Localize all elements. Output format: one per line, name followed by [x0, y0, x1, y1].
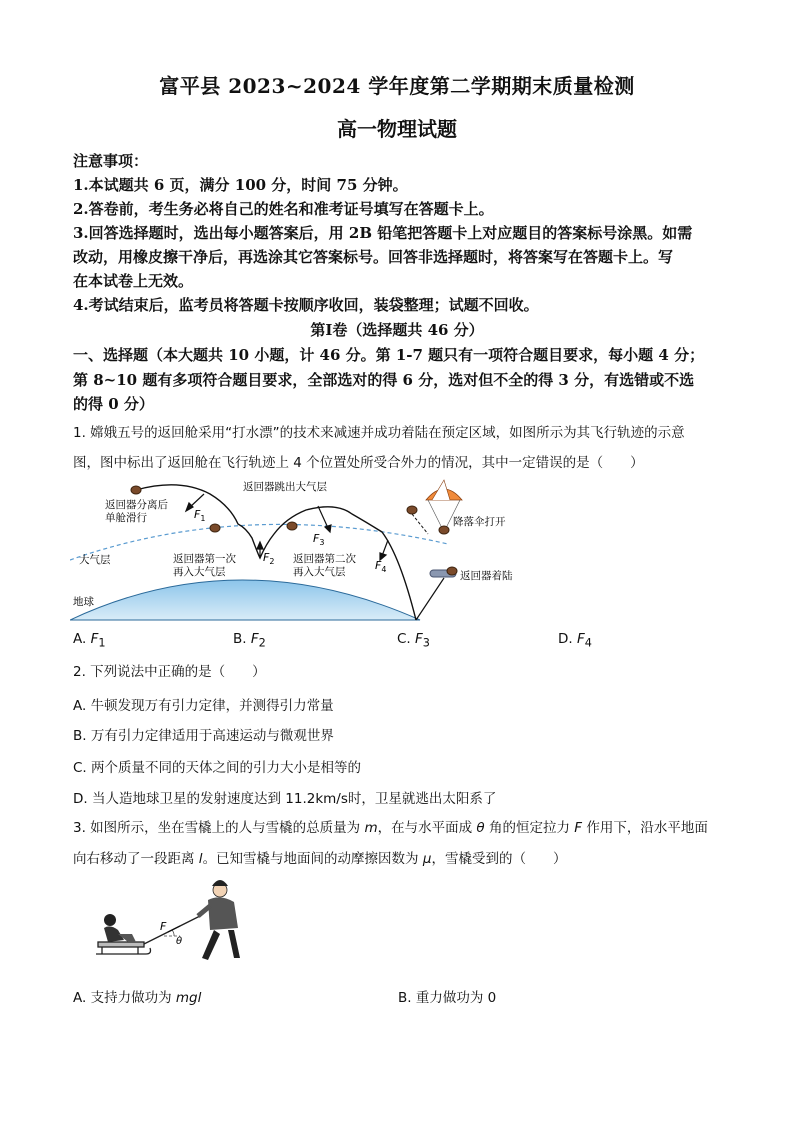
note-2: 2.答卷前，考生务必将自己的姓名和准考证号填写在答题卡上。	[73, 200, 494, 218]
pull-force-arrow	[168, 926, 180, 932]
landed-capsule-icon	[430, 567, 457, 577]
capsule-icon	[131, 486, 141, 494]
q3-stem-2: 向右移动了一段距离 l。已知雪橇与地面间的动摩擦因数为 μ，雪橇受到的（ ）	[73, 851, 567, 867]
capsule-icon	[287, 522, 297, 530]
note-4: 4.考试结束后，监考员将答题卡按顺序收回，装袋整理；试题不回收。	[73, 296, 539, 314]
q2-option-d[interactable]: D. 当人造地球卫星的发射速度达到 11.2km/s时，卫星就逃出太阳系了	[73, 791, 497, 807]
label-f2: $F_2$	[263, 551, 275, 566]
label-reentry-1b: 再入大气层	[173, 566, 226, 578]
standing-person-icon	[198, 880, 240, 960]
label-f3: $F_3$	[313, 532, 325, 547]
q1-option-d[interactable]: D. $F_4$	[558, 631, 592, 650]
notes-heading: 注意事项：	[73, 152, 149, 170]
q1-trajectory-figure	[70, 474, 550, 624]
note-1: 1.本试题共 6 页，满分 100 分，时间 75 分钟。	[73, 176, 408, 194]
label-reentry-2b: 再入大气层	[293, 566, 346, 578]
landing-line	[416, 578, 444, 620]
section-instructions-1: 一、选择题（本大题共 10 小题，计 46 分。第 1-7 题只有一项符合题目要求，每小题 4 分；	[73, 346, 705, 364]
q2-option-c[interactable]: C. 两个质量不同的天体之间的引力大小是相等的	[73, 760, 362, 776]
label-separate-1: 返回器分离后	[105, 499, 168, 511]
q3-sled-figure	[88, 868, 248, 964]
note-3-line-2: 改动，用橡皮擦干净后，再选涂其它答案标号。回答非选择题时，将答案写在答题卡上。写	[73, 248, 674, 266]
q3-option-b[interactable]: B. 重力做功为 0	[398, 990, 497, 1006]
label-f1: $F_1$	[194, 508, 206, 523]
seated-person-icon	[104, 914, 136, 942]
note-3-line-3: 在本试卷上无效。	[73, 272, 194, 290]
label-atmosphere: 大气层	[79, 554, 111, 566]
q1-stem-2: 图，图中标出了返回舱在飞行轨迹上 4 个位置处所受合外力的情况，其中一定错误的是（ ）	[73, 455, 644, 471]
sled-icon	[96, 942, 151, 954]
note-3-line-1: 3.回答选择题时，选出每小题答案后，用 2B 铅笔把答题卡上对应题目的答案标号涂黑。如需	[73, 224, 693, 242]
exam-title: 富平县 2023~2024 学年度第二学期期末质量检测	[159, 74, 635, 98]
label-exit-atmosphere: 返回器跳出大气层	[243, 481, 327, 493]
q1-option-b[interactable]: B. $F_2$	[233, 631, 266, 650]
label-f4: $F_4$	[375, 559, 387, 574]
force-arrow-f4	[380, 540, 388, 560]
capsule-icon	[210, 524, 220, 532]
exam-subtitle: 高一物理试题	[337, 117, 457, 141]
q1-stem-1: 1. 嫦娥五号的返回舱采用“打水漂”的技术来减速并成功着陆在预定区域，如图所示为其飞行轨迹的示意	[73, 425, 685, 441]
q1-option-a[interactable]: A. $F_1$	[73, 631, 106, 650]
capsule-icon	[407, 506, 417, 514]
label-reentry-2a: 返回器第二次	[293, 553, 356, 565]
label-F: F	[160, 920, 167, 933]
label-parachute: 降落伞打开	[453, 516, 506, 528]
label-separate-2: 单舱滑行	[105, 512, 147, 524]
q3-option-a[interactable]: A. 支持力做功为 mgl	[73, 990, 202, 1006]
label-earth: 地球	[73, 596, 94, 608]
label-landing: 返回器着陆	[460, 570, 513, 582]
section-instructions-3: 的得 0 分）	[73, 395, 154, 413]
q2-option-a[interactable]: A. 牛顿发现万有引力定律，并测得引力常量	[73, 698, 334, 714]
q3-stem-1: 3. 如图所示，坐在雪橇上的人与雪橇的总质量为 m，在与水平面成 θ 角的恒定拉力 F 作用下，沿水平地面	[73, 820, 708, 836]
label-theta: θ	[176, 936, 183, 947]
force-arrow-f3	[318, 506, 331, 532]
q2-stem: 2. 下列说法中正确的是（ ）	[73, 664, 266, 680]
q1-option-c[interactable]: C. $F_3$	[397, 631, 430, 650]
label-reentry-1a: 返回器第一次	[173, 553, 236, 565]
capsule-descent-line	[412, 514, 428, 534]
section-instructions-2: 第 8~10 题有多项符合题目要求，全部选对的得 6 分，选对但不全的得 3 分，有选错或不选	[73, 371, 695, 389]
section-title: 第Ⅰ卷（选择题共 46 分）	[310, 321, 484, 339]
q2-option-b[interactable]: B. 万有引力定律适用于高速运动与微观世界	[73, 728, 334, 744]
earth-surface	[70, 580, 420, 620]
